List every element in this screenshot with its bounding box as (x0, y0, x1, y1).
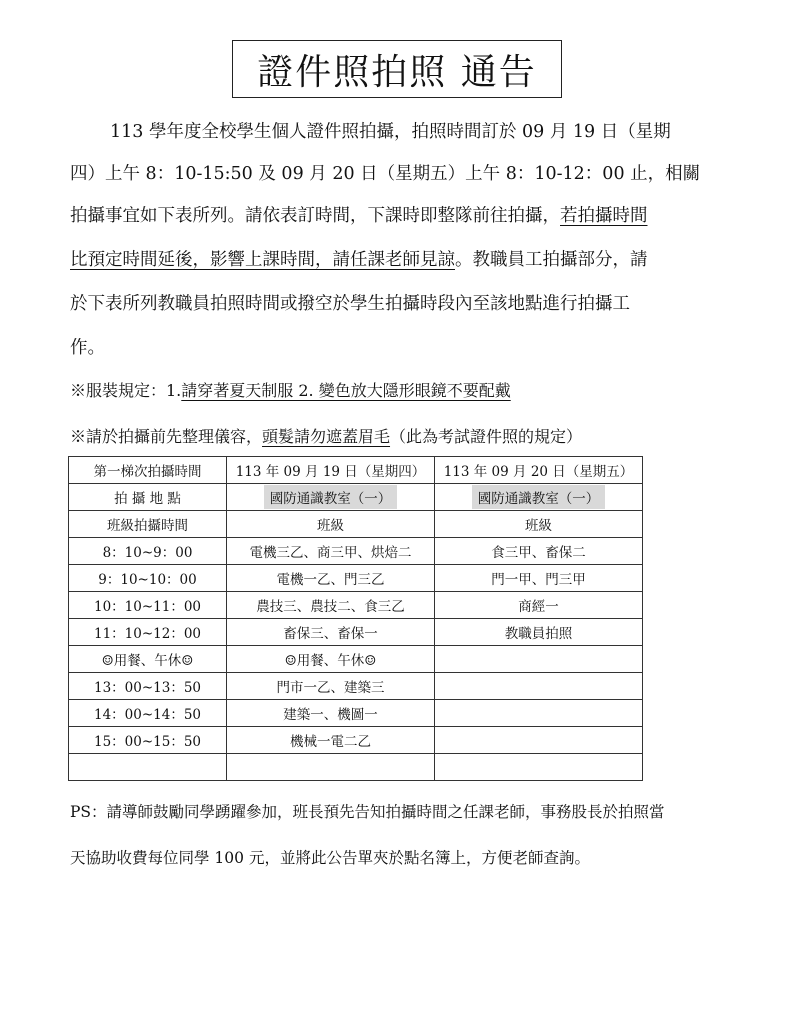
class-cell: 電機一乙、門三乙 (227, 565, 435, 592)
class-cell (435, 700, 643, 727)
location-room: 國防通識教室（一） (472, 485, 606, 509)
intro-line-3-plain: 拍攝事宜如下表所列。請依表訂時間，下課時即整隊前往拍攝， (70, 206, 560, 226)
class-cell (435, 673, 643, 700)
intro-line-2: 四）上午 8：10-15:50 及 09 月 20 日（星期五）上午 8：10-12：00 止，相關 (70, 164, 701, 184)
class-cell: ☺用餐、午休☺ (227, 646, 435, 673)
class-cell: 教職員拍照 (435, 619, 643, 646)
dress-code-prefix: ※服裝規定：1. (70, 381, 182, 400)
table-row (69, 538, 643, 565)
subheader-row (69, 511, 643, 538)
ps-line-2: 天協助收費每位同學 100 元，並將此公告單夾於點名簿上，方便老師查詢。 (70, 849, 590, 867)
location-cell (227, 484, 435, 511)
time-slot: 9：10~10：00 (69, 565, 227, 592)
grooming-rule: 頭髮請勿遮蓋眉毛 (262, 427, 391, 446)
class-cell: 門市一乙、建築三 (227, 673, 435, 700)
schedule-header-row (69, 457, 643, 484)
grooming-note (70, 424, 582, 447)
class-cell: 電機三乙、商三甲、烘焙二 (227, 538, 435, 565)
subheader-cell: 班級 (227, 511, 435, 538)
grooming-prefix: ※請於拍攝前先整理儀容， (70, 427, 263, 446)
notice-title: 證件照拍照 通告 (232, 40, 562, 98)
time-slot: 14：00~14：50 (69, 700, 227, 727)
table-row (69, 727, 643, 754)
time-slot: ☺用餐、午休☺ (69, 646, 227, 673)
ps-line-1: PS：請導師鼓勵同學踴躍參加，班長預先告知拍攝時間之任課老師，事務股長於拍照當 (70, 803, 665, 821)
time-slot: 10：10~11：00 (69, 592, 227, 619)
intro-line-4-underlined: 比預定時間延後，影響上課時間，請任課老師見諒 (70, 250, 455, 270)
header-cell: 113 年 09 月 19 日（星期四） (227, 457, 435, 484)
class-cell (435, 646, 643, 673)
class-cell: 農技三、農技二、食三乙 (227, 592, 435, 619)
intro-line-3 (70, 202, 648, 227)
location-label: 拍 攝 地 點 (69, 484, 227, 511)
table-row (69, 700, 643, 727)
intro-line-4-plain: 。教職員工拍攝部分，請 (455, 250, 648, 270)
location-cell (435, 484, 643, 511)
class-cell: 畜保三、畜保一 (227, 619, 435, 646)
class-cell: 機械一電二乙 (227, 727, 435, 754)
class-cell: 食三甲、畜保二 (435, 538, 643, 565)
class-cell: 建築一、機圖一 (227, 700, 435, 727)
table-row (69, 565, 643, 592)
grooming-suffix: （此為考試證件照的規定） (390, 427, 583, 446)
table-row (69, 754, 643, 781)
time-slot: 8：10~9：00 (69, 538, 227, 565)
header-cell: 113 年 09 月 20 日（星期五） (435, 457, 643, 484)
table-row (69, 592, 643, 619)
time-slot: 15：00~15：50 (69, 727, 227, 754)
class-cell (435, 754, 643, 781)
intro-line-1: 113 學年度全校學生個人證件照拍攝，拍照時間訂於 09 月 19 日（星期 (110, 122, 671, 142)
location-room: 國防通識教室（一） (264, 485, 398, 509)
intro-line-4 (70, 246, 648, 271)
class-cell: 門一甲、門三甲 (435, 565, 643, 592)
class-cell: 商經一 (435, 592, 643, 619)
header-cell: 第一梯次拍攝時間 (69, 457, 227, 484)
time-slot: 11：10~12：00 (69, 619, 227, 646)
intro-line-6: 作。 (70, 338, 105, 358)
subheader-cell: 班級 (435, 511, 643, 538)
dress-code-rules: 請穿著夏天制服 2. 變色放大隱形眼鏡不要配戴 (181, 381, 511, 400)
dress-code (70, 378, 511, 401)
table-row (69, 673, 643, 700)
table-row (69, 646, 643, 673)
intro-line-5: 於下表所列教職員拍照時間或撥空於學生拍攝時段內至該地點進行拍攝工 (70, 294, 630, 314)
time-slot (69, 754, 227, 781)
subheader-cell: 班級拍攝時間 (69, 511, 227, 538)
intro-line-3-underlined: 若拍攝時間 (560, 206, 648, 226)
class-cell (435, 727, 643, 754)
schedule-table (68, 456, 643, 781)
location-row (69, 484, 643, 511)
table-row (69, 619, 643, 646)
class-cell (227, 754, 435, 781)
time-slot: 13：00~13：50 (69, 673, 227, 700)
